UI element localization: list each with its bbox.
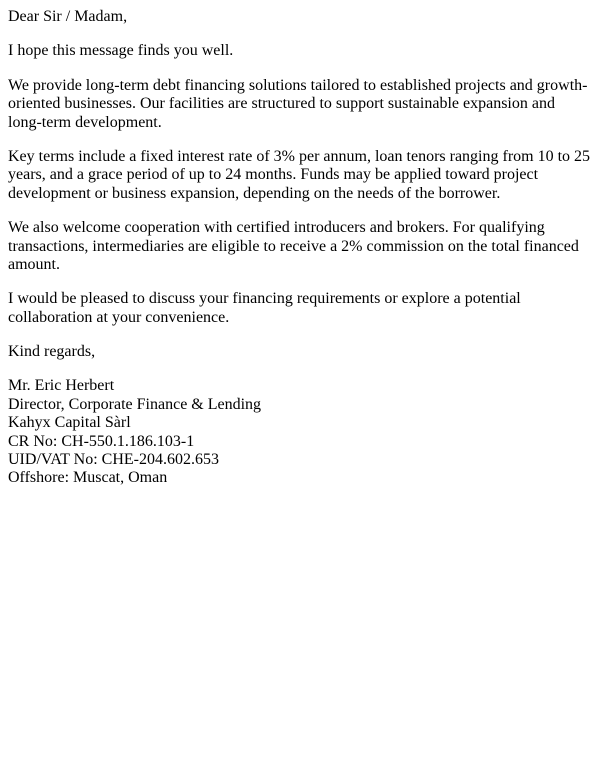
signature-name: Mr. Eric Herbert (8, 377, 115, 395)
signature-company: Kahyx Capital Sàrl (8, 414, 131, 432)
paragraph-services: We provide long-term debt financing solutions tailored to established projects and growth-oriented businesses. Our facilities are structured to support sustainable expansion and long-term development. (8, 76, 588, 131)
letter-body (8, 8, 592, 488)
paragraph-brokers: We also welcome cooperation with certified introducers and brokers. For qualifying transactions, intermediaries are eligible to receive a 2% commission on the total financed amount. (8, 219, 579, 273)
signature-uid-vat-no: UID/VAT No: CHE-204.602.653 (8, 451, 219, 469)
paragraph-key-terms: Key terms include a fixed interest rate of 3% per annum, loan tenors ranging from 10 to 25 years, and a grace period of up to 24 months. Funds may be applied toward project development or business expansion, depending on the needs of the borrower. (8, 147, 591, 202)
signature-block (8, 377, 592, 487)
paragraph-call-to-action: I would be pleased to discuss your financing requirements or explore a potential collaboration at your convenience. (8, 290, 521, 326)
signature-cr-no: CR No: CH-550.1.186.103-1 (8, 432, 195, 450)
paragraph-greeting: I hope this message finds you well. (8, 42, 234, 60)
salutation: Dear Sir / Madam, (8, 8, 128, 25)
closing: Kind regards, (8, 343, 96, 361)
signature-offshore: Offshore: Muscat, Oman (8, 469, 168, 487)
signature-title: Director, Corporate Finance & Lending (8, 395, 262, 413)
